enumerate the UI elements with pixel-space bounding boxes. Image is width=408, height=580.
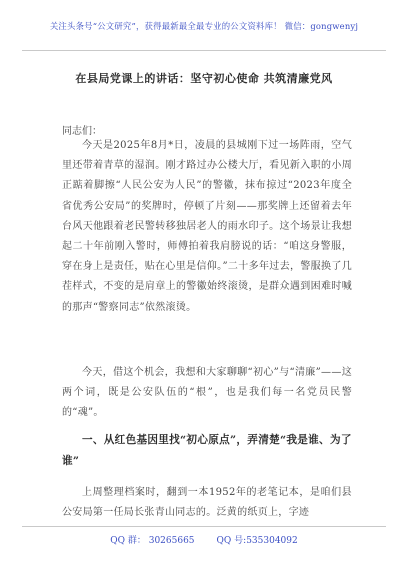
body-paragraph-1: 今天是2025年8月*日，凌晨的县城刚下过一场阵雨，空气里还带着青草的湿润。刚才路过办公楼大厅，看见新入职的小周正踮着脚擦“人民公安为人民”的警徽，抹布掠过“2023年度全省优秀公安局”的奖牌时，停顿了片刻——那奖牌上还留着去年台风天他跟着老民警转移独居老人的雨水印子。这个场景让我想起二十年前刚入警时，师傅拍着我肩膀说的话：“咱这身警服，穿在身上是责任，贴在心里是信仰。”二十多年过去，警服换了几茬样式，不变的是肩章上的警徽始终滚烫，是群众遇到困难时喊的那声“警察同志”依然滚烫。 bbox=[62, 140, 352, 313]
salutation: 同志们： bbox=[62, 126, 102, 137]
body-paragraph-2: 今天，借这个机会，我想和大家聊聊“初心”与“清廉”——这两个词，既是公安队伍的“根”，也是我们每一名党员民警的“魂”。 bbox=[62, 367, 352, 419]
header-banner: 关注头条号“公文研究”，获得最新最全最专业的公文资料库！ 微信：gongwenyj bbox=[49, 21, 359, 31]
footer bbox=[0, 533, 408, 546]
footer-qq-number: QQ 号:535304092 bbox=[216, 536, 298, 546]
footer-qq-group: QQ 群： 30265665 bbox=[110, 536, 195, 546]
section-heading: 一、从红色基因里找“初心原点”，弄清楚“我是谁、为了谁” bbox=[62, 434, 352, 467]
footer-divider bbox=[22, 526, 386, 527]
body-paragraph-3: 上周整理档案时，翻到一本1952年的老笔记本，是咱们县公安局第一任局长张青山同志的。泛黄的纸页上，字迹 bbox=[62, 487, 352, 519]
header-divider bbox=[22, 50, 386, 51]
document-title: 在县局党课上的讲话：坚守初心使命 共筑清廉党风 bbox=[75, 72, 333, 85]
